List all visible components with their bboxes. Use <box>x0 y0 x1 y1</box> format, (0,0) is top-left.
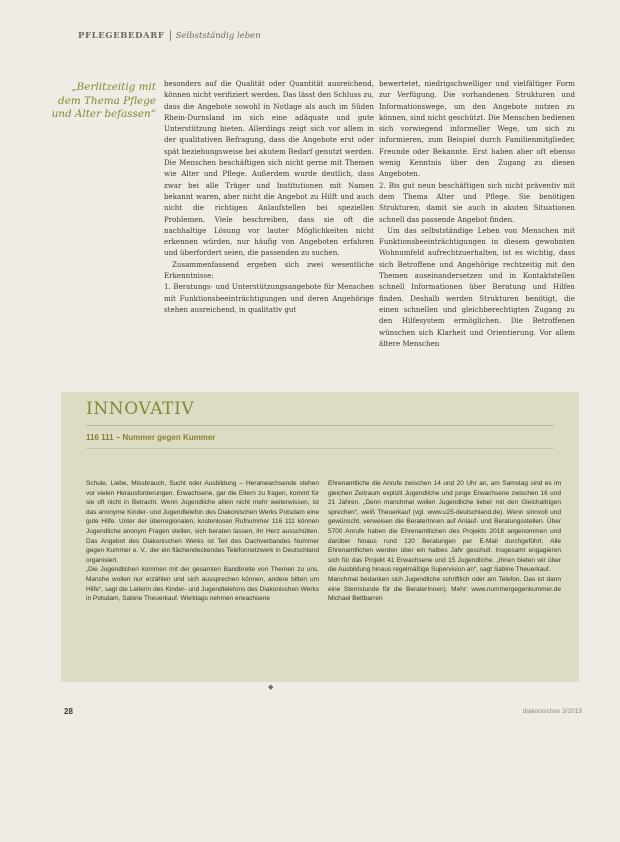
article-column-2 <box>379 78 575 368</box>
paragraph: Um das selbstständige Leben von Menschen mit Funktionsbeeinträchtigungen in diesem gewohnten Wohnumfeld aufrechtzuerhalten, ist es wichtig, dass sich Betroffene und Angehörige rechtzeitig mit den Themen auseinandersetzen und in Kontaktstellen schnell Informationen über Beratung und Hilfen finden. Deshalb werden Strukturen benötigt, die einen schnellen und gleichberechtigten Zugang zu den Hilfesystem ermöglichen. Die Betroffenen wünschen sich Klarheit und Orientierung. Vor allem ältere Menschen <box>379 225 575 348</box>
page-number: 28 <box>64 707 73 716</box>
paragraph: Manchmal bedanken sich Jugendliche schriftlich oder am Telefon. Das ist dann eine Sternstunde für die BeraterInnen). Mehr: www.nummergegenkummer.de Michael Bettbarren <box>328 575 561 603</box>
box-divider <box>86 425 554 426</box>
box-column-2 <box>328 479 561 679</box>
box-column-1 <box>86 479 319 679</box>
magazine-footer: diakonisches 3/2019 <box>522 708 582 715</box>
paragraph: 1. Beratungs- und Unterstützungsangebote für Menschen mit Funktionsbeeinträchtigungen und deren Angehörige stehen ausreichend, in qualitativ gut <box>164 282 374 314</box>
paragraph: 2. Bis gut neun beschäftigen sich nicht präventiv mit dem Thema Alter und Pflege. Sie benötigen Strukturen, damit sie auch in akuten Situationen schnell das passende Angebot finden. <box>379 180 575 224</box>
header-divider <box>170 30 171 41</box>
paragraph: Zusammenfassend ergeben sich zwei wesentliche Erkenntnisse: <box>164 259 374 281</box>
box-title: INNOVATIV <box>86 399 195 419</box>
paragraph: „Die Jugendlichen kommen mit der gesamten Bandbreite von Themen zu uns. Manche wollen nur erzählen und sich aussprechen können, andere bitten um Hilfe“, sagt die Leiterin des Kinder- und Jugendtelefons des Diakonischen Werks in Potsdam, Sabine Theuerkauf. Werktags nehmen erwachsene <box>86 566 319 603</box>
paragraph: besonders auf die Qualität oder Quantität ausreichend, können nicht verifiziert werden. Das lässt den Schluss zu, dass die Angebote sowohl in Notlage als auch im Süden Rhein-Durnsland im sich eine adäquate und gute Unterstützung bieten. Allerdings zeigt sich vor allem in der qualitativen Befragung, dass die Angebote erst oder spät beziehungsweise bei akutem Bedarf genutzt werden. Die Menschen beschäftigen sich nicht gerne mit Themen wie Alter und Pflege. Außerdem wurde deutlich, dass zwar bei alle Träger und Institutionen mit Namen bekannt waren, aber nicht die Angebot zu Hilft und auch nicht die richtigen Anlaufstellen bei speziellen Problemen. Viele beschreiben, dass sie oft die nachhaltige Lösung vor lauter Möglichkeiten nicht erkennen würden, nur häufig von Angeboten erfahren und überfordert seien, die passenden zu suchen. <box>164 79 374 258</box>
center-ornament: ◆ <box>268 683 274 691</box>
running-header <box>78 30 261 41</box>
innovativ-box <box>61 392 579 682</box>
section-label: PFLEGEBEDARF <box>78 30 165 41</box>
box-divider <box>86 448 554 449</box>
section-subtitle: Selbstständig leben <box>175 30 261 41</box>
paragraph: bewertetet, niedrigschwelliger und vielfältiger Form zur Verfügung. Die vorhandenen Strukturen und Informationswege, um den Angebote nutzen zu können, sind nicht geschützt. Die Menschen bedienen sich vorwiegend informeller Wege, um sich zu informieren, zum Beispiel durch Familienmitglieder, Freunde oder Bekannte. Erst haben aber oft ebenso wenig Kenntnis über den Zugang zu diesen Angeboten. <box>379 79 575 179</box>
article-column-1 <box>164 78 374 368</box>
paragraph: Schule, Liebe, Missbrauch, Sucht oder Ausbildung – Heranwachsende stehen vor vielen Herausforderungen. Erwachsene, gar die Eltern zu fragen, kommt für sie oft nicht in Betracht. Wenn Jugendliche allein nicht mehr weiterwissen, ist das anonyme Kinder- und Jugendtelefon des Diakonischen Werks Potsdam eine gute Hilfe. Unter der überregionalen, kostenlosen Rufnummer 116 111 können Jugendliche anonym Fragen stellen, sich beraten lassen, ihr Herz ausschütten. Das Angebot des Diakonischen Werks ist Teil des Dachverbandes Nummer gegen Kummer e. V., der ein flächendeckendes Telefonnetzwerk in Deutschland organisiert. <box>86 480 319 564</box>
paragraph: Ehrenamtliche die Anrufe zwischen 14 und 20 Uhr an, am Samstag sind es im gleichen Zeitraum explizit Jugendliche und junge Erwachsene zwischen 16 und 21 Jahren. „Denn manchmal wollen Jugendliche lieber mit den Gleichaltrigen sprechen“, weiß Theuerkauf (vgl. www.u25-deutschland.de). Wenn sinnvoll und gewünscht, verweisen die BeraterInnen auf Anlauf- und Beratungsstellen. Über 5700 Anrufe haben die Ehrenamtlichen des Projekts 2018 angenommen und darüber hinaus rund 120 Beratungen per E-Mail durchgeführt. Alle Ehrenamtlichen werden über ein halbes Jahr geschult. Insgesamt engagieren sich für das Projekt 41 Erwachsene und 15 Jugendliche. „Ihnen bieten wir über die Ausbildung hinaus regelmäßige Supervision an“, sagt Sabine Theuerkauf. <box>328 480 561 574</box>
pull-quote: „Berlitzeitig mit dem Thema Pflege und Alter befassen“ <box>51 81 156 121</box>
box-subtitle: 116 111 – Nummer gegen Kummer <box>86 433 216 442</box>
